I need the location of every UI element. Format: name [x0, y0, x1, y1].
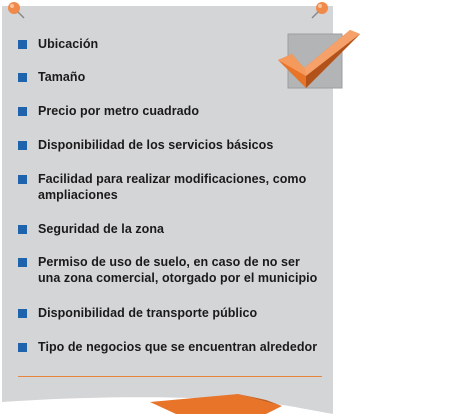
square-bullet-icon	[18, 40, 27, 49]
list-item-label: Tamaño	[38, 70, 86, 84]
list-item	[18, 339, 317, 355]
list-item-label: Tipo de negocios que se encuentran alrededor	[38, 340, 318, 354]
list-item	[18, 305, 257, 321]
list-item	[18, 137, 273, 153]
list-item-label: Seguridad de la zona	[38, 222, 165, 236]
square-bullet-icon	[18, 309, 27, 318]
list-item	[18, 254, 317, 286]
pushpin-icon	[4, 0, 28, 20]
square-bullet-icon	[18, 258, 27, 267]
square-bullet-icon	[18, 343, 27, 352]
list-item-label: Precio por metro cuadrado	[38, 104, 200, 118]
list-item-label: Facilidad para realizar modificaciones, como ampliaciones	[38, 172, 307, 202]
divider	[18, 376, 322, 377]
list-item	[18, 69, 85, 85]
list-item	[18, 171, 306, 203]
list-item	[18, 103, 199, 119]
list-item	[18, 36, 98, 52]
list-item-label: Disponibilidad de transporte público	[38, 306, 258, 320]
check-icon	[278, 30, 362, 97]
list-item	[18, 221, 164, 237]
square-bullet-icon	[18, 225, 27, 234]
square-bullet-icon	[18, 107, 27, 116]
square-bullet-icon	[18, 73, 27, 82]
list-item-label: Disponibilidad de los servicios básicos	[38, 138, 274, 152]
square-bullet-icon	[18, 175, 27, 184]
list-item-label: Ubicación	[38, 37, 99, 51]
list-item-label: Permiso de uso de suelo, en caso de no ser una zona comercial, otorgado por el municipio	[38, 255, 318, 285]
square-bullet-icon	[18, 141, 27, 150]
pushpin-icon	[308, 0, 334, 20]
